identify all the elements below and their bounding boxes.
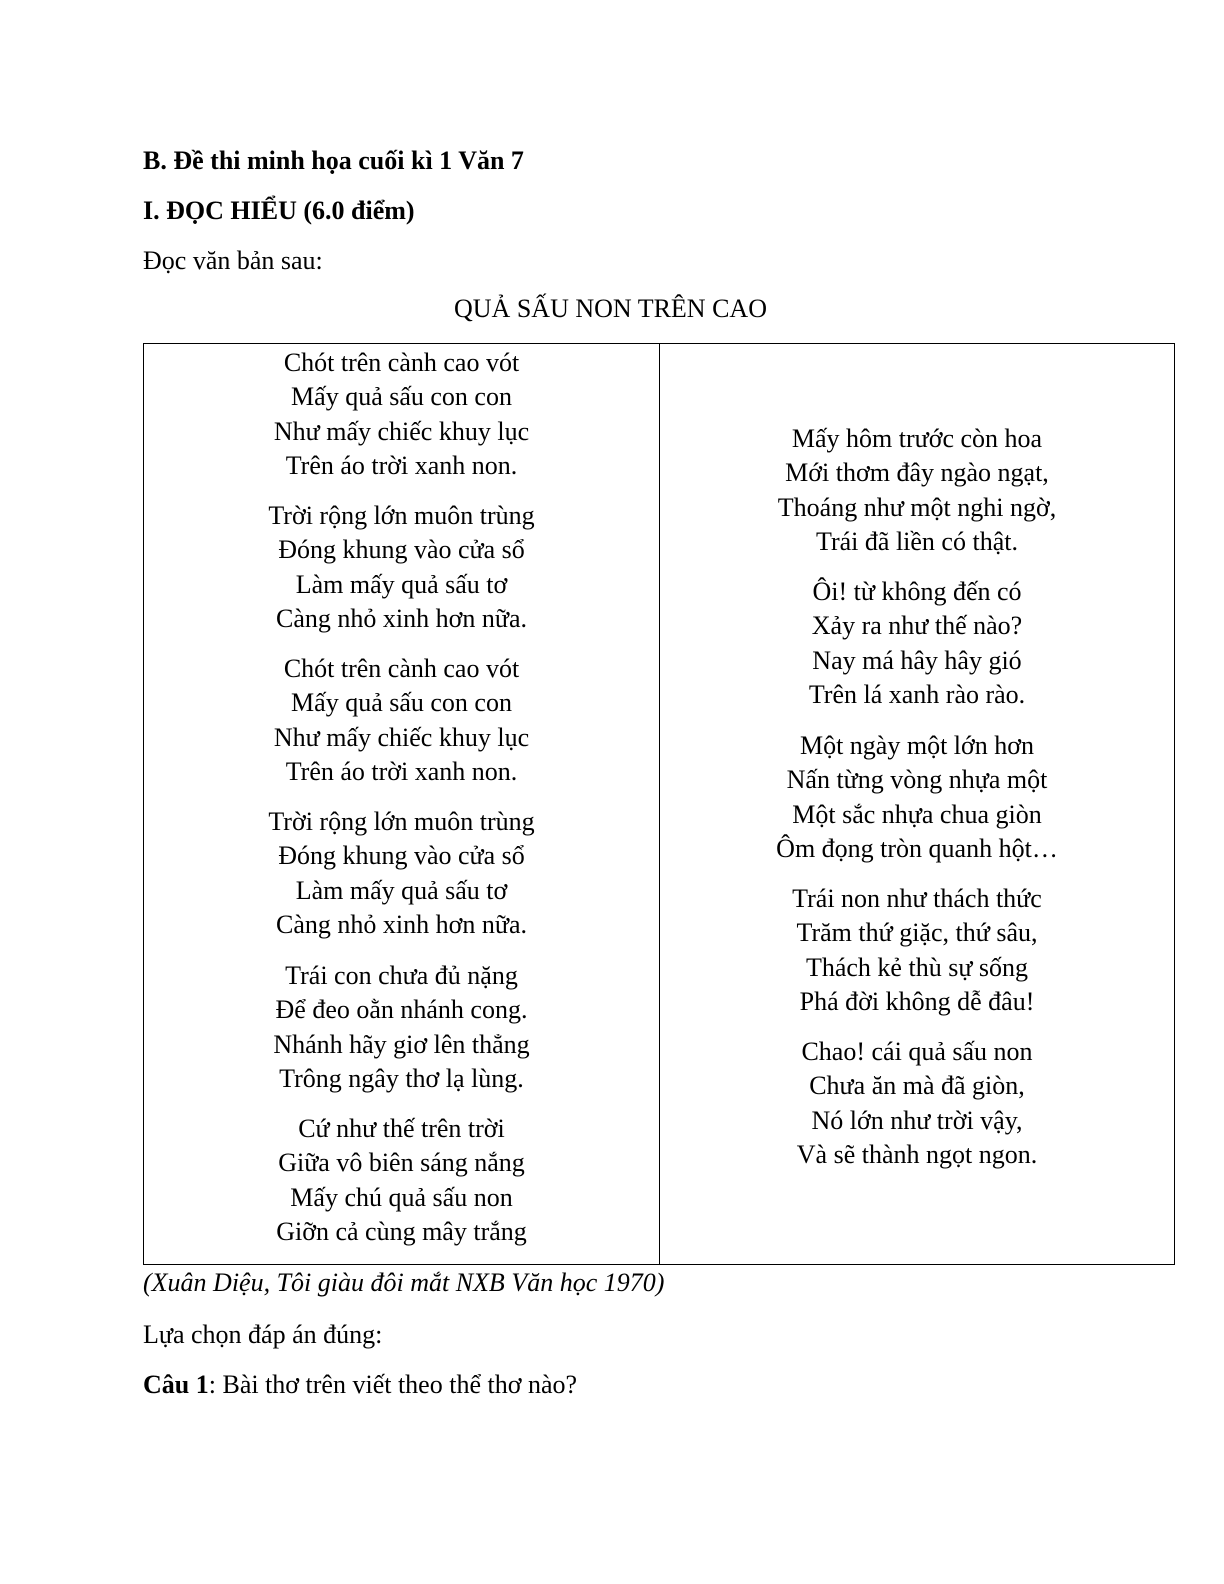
poem-line: Một sắc nhựa chua giòn [792, 799, 1042, 829]
poem-line: Nhánh hãy giơ lên thẳng [273, 1029, 530, 1059]
poem-table [143, 343, 1175, 1265]
question-1 [143, 1370, 577, 1400]
poem-line: Mấy hôm trước còn hoa [791, 424, 1043, 453]
poem-line: Ôi! từ không đến có [812, 577, 1022, 606]
poem-stanza [660, 1035, 1174, 1172]
poem-stanza [660, 729, 1174, 866]
poem-stanza [660, 422, 1174, 559]
instruction-text: Đọc văn bản sau: [143, 246, 323, 275]
question-1-text: : Bài thơ trên viết theo thể thơ nào? [208, 1370, 578, 1399]
poem-line: Mấy quả sấu con con [291, 382, 512, 412]
poem-line: Trên áo trời xanh non. [285, 450, 518, 480]
poem-stanza [144, 1112, 659, 1249]
poem-line: Trông ngây thơ lạ lùng. [279, 1063, 524, 1093]
poem-line: Một ngày một lớn hơn [799, 731, 1035, 760]
poem-line: Chót trên cành cao vót [283, 348, 520, 377]
poem-line: Phá đời không dễ đâu! [799, 986, 1035, 1016]
poem-line: Chưa ăn mà đã giòn, [809, 1071, 1025, 1101]
poem-line: Như mấy chiếc khuy lục [273, 416, 530, 446]
poem-line: Làm mấy quả sấu tơ [295, 875, 508, 905]
poem-line: Giữa vô biên sáng nắng [278, 1148, 525, 1178]
poem-line: Trái đã liền có thật. [816, 526, 1018, 556]
poem-line: Thoáng như một nghi ngờ, [777, 492, 1057, 522]
poem-line: Nó lớn như trời vậy, [811, 1105, 1023, 1135]
poem-line: Trên lá xanh rào rào. [808, 679, 1026, 709]
poem-line: Ôm đọng tròn quanh hột… [776, 833, 1058, 863]
poem-line: Đóng khung vào cửa sổ [278, 841, 525, 871]
poem-line: Trên áo trời xanh non. [285, 756, 518, 786]
poem-line: Nay má hây hây gió [812, 645, 1022, 675]
part-title: I. ĐỌC HIỂU (6.0 điểm) [143, 196, 415, 225]
poem-line: Thách kẻ thù sự sống [805, 952, 1029, 982]
poem-line: Giỡn cả cùng mây trắng [276, 1216, 527, 1246]
poem-line: Mấy quả sấu con con [291, 688, 512, 718]
poem-line: Chót trên cành cao vót [283, 654, 520, 683]
poem-column-left [144, 344, 660, 1264]
poem-line: Trái con chưa đủ nặng [285, 961, 518, 990]
poem-line: Và sẽ thành ngọt ngon. [796, 1139, 1038, 1169]
poem-line: Để đeo oằn nhánh cong. [275, 995, 528, 1025]
poem-line: Trái non như thách thức [792, 884, 1042, 913]
poem-title: QUẢ SẤU NON TRÊN CAO [454, 294, 767, 323]
poem-line: Đóng khung vào cửa sổ [278, 535, 525, 565]
poem-line: Càng nhỏ xinh hơn nữa. [276, 909, 527, 939]
poem-line: Làm mấy quả sấu tơ [295, 569, 508, 599]
poem-line: Chao! cái quả sấu non [801, 1037, 1033, 1066]
poem-line: Trời rộng lớn muôn trùng [268, 501, 535, 530]
poem-line: Cứ như thế trên trời [298, 1114, 505, 1143]
poem-stanza [144, 652, 659, 789]
poem-line: Nấn từng vòng nhựa một [786, 765, 1048, 795]
poem-line: Xảy ra như thế nào? [811, 611, 1023, 641]
poem-stanza [144, 959, 659, 1096]
poem-source: (Xuân Diệu, Tôi giàu đôi mắt NXB Văn học 1970) [143, 1268, 665, 1297]
poem-line: Trời rộng lớn muôn trùng [268, 807, 535, 836]
poem-stanza [660, 882, 1174, 1019]
poem-line: Mới thơm đây ngào ngạt, [785, 458, 1049, 488]
section-title: B. Đề thi minh họa cuối kì 1 Văn 7 [143, 146, 524, 175]
poem-line: Trăm thứ giặc, thứ sâu, [796, 918, 1038, 948]
poem-line: Như mấy chiếc khuy lục [273, 722, 530, 752]
question-1-label: Câu 1 [143, 1370, 209, 1399]
poem-column-right [660, 344, 1174, 1264]
answer-instruction: Lựa chọn đáp án đúng: [143, 1320, 383, 1349]
poem-line: Mấy chú quả sấu non [290, 1182, 513, 1212]
poem-stanza [144, 805, 659, 942]
poem-stanza [660, 575, 1174, 712]
poem-stanza [144, 346, 659, 483]
poem-stanza [144, 499, 659, 636]
poem-line: Càng nhỏ xinh hơn nữa. [276, 603, 527, 633]
